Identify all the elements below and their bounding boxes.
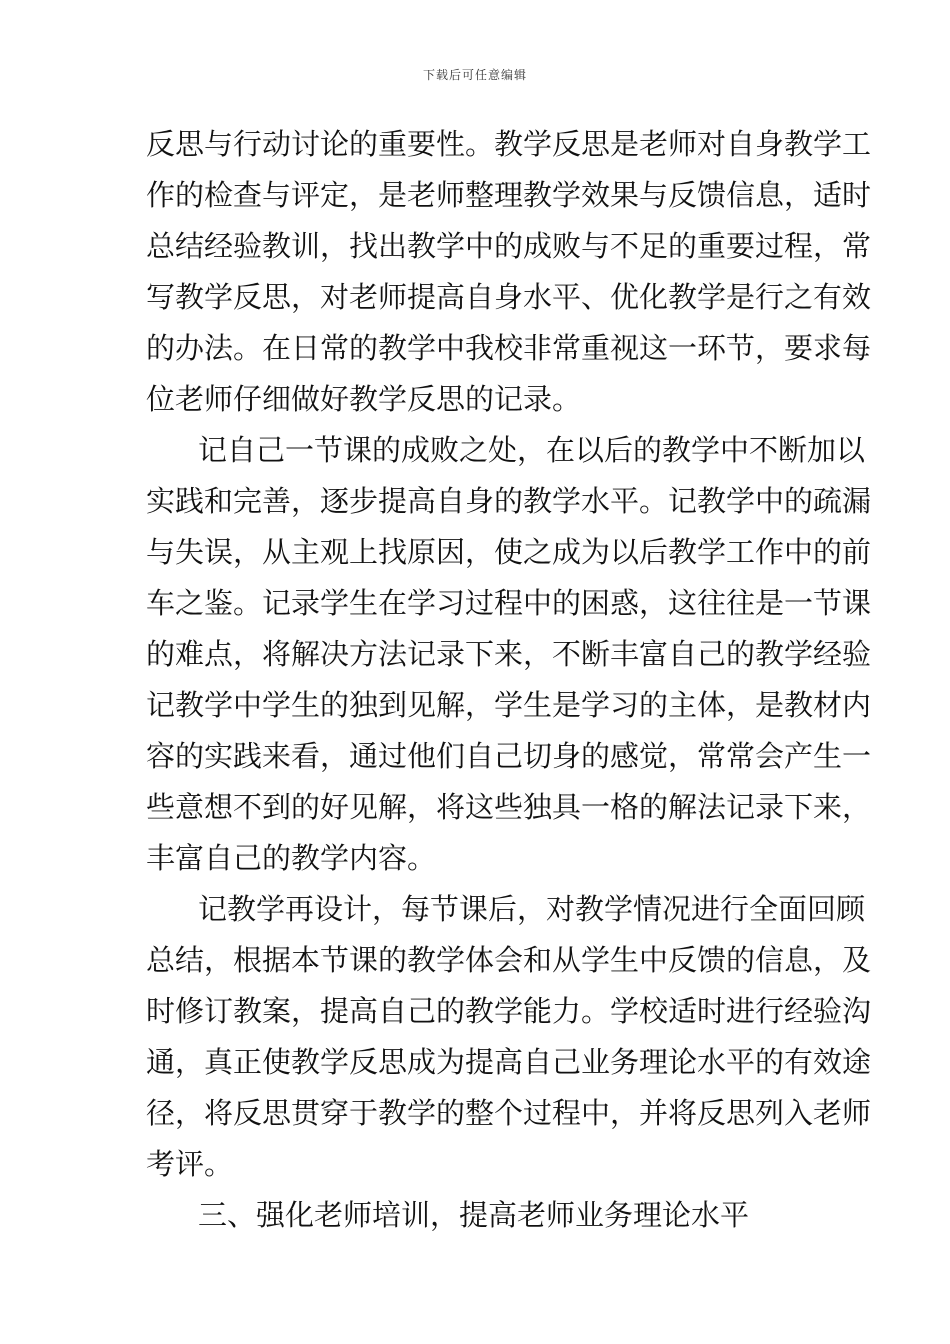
text-line: 车之鉴。记录学生在学习过程中的困惑，这往往是一节课 xyxy=(146,586,872,620)
text-line: 写教学反思，对老师提高自身水平、优化教学是行之有效 xyxy=(146,280,872,314)
text-line: 时修订教案，提高自己的教学能力。学校适时进行经验沟 xyxy=(146,994,872,1028)
text-line: 实践和完善，逐步提高自身的教学水平。记教学中的疏漏 xyxy=(146,484,872,518)
page-header: 下载后可任意编辑 xyxy=(422,68,527,82)
text-line: 通，真正使教学反思成为提高自己业务理论水平的有效途 xyxy=(146,1045,872,1079)
text-line: 径，将反思贯穿于教学的整个过程中，并将反思列入老师 xyxy=(146,1096,872,1130)
text-line: 作的检查与评定，是老师整理教学效果与反馈信息，适时 xyxy=(146,178,872,212)
text-line: 的难点，将解决方法记录下来，不断丰富自己的教学经验 xyxy=(146,637,872,671)
text-line: 记教学中学生的独到见解，学生是学习的主体，是教材内 xyxy=(146,688,872,722)
text-line: 容的实践来看，通过他们自己切身的感觉，常常会产生一 xyxy=(146,739,872,773)
text-line: 总结经验教训，找出教学中的成败与不足的重要过程，常 xyxy=(146,229,872,263)
text-line: 总结，根据本节课的教学体会和从学生中反馈的信息，及 xyxy=(146,943,872,977)
text-line: 记自己一节课的成败之处，在以后的教学中不断加以 xyxy=(198,433,866,467)
text-line: 记教学再设计，每节课后，对教学情况进行全面回顾 xyxy=(198,892,866,926)
body-text xyxy=(146,119,872,1241)
text-line: 与失误，从主观上找原因，使之成为以后教学工作中的前 xyxy=(146,535,872,569)
section-heading: 三、强化老师培训，提高老师业务理论水平 xyxy=(198,1198,750,1232)
text-line: 反思与行动讨论的重要性。教学反思是老师对自身教学工 xyxy=(146,127,872,161)
text-line: 些意想不到的好见解，将这些独具一格的解法记录下来， xyxy=(146,790,872,824)
text-line: 丰富自己的教学内容。 xyxy=(146,841,437,875)
text-line: 位老师仔细做好教学反思的记录。 xyxy=(146,382,582,416)
text-line: 的办法。在日常的教学中我校非常重视这一环节，要求每 xyxy=(146,331,872,365)
text-line: 考评。 xyxy=(146,1147,234,1181)
